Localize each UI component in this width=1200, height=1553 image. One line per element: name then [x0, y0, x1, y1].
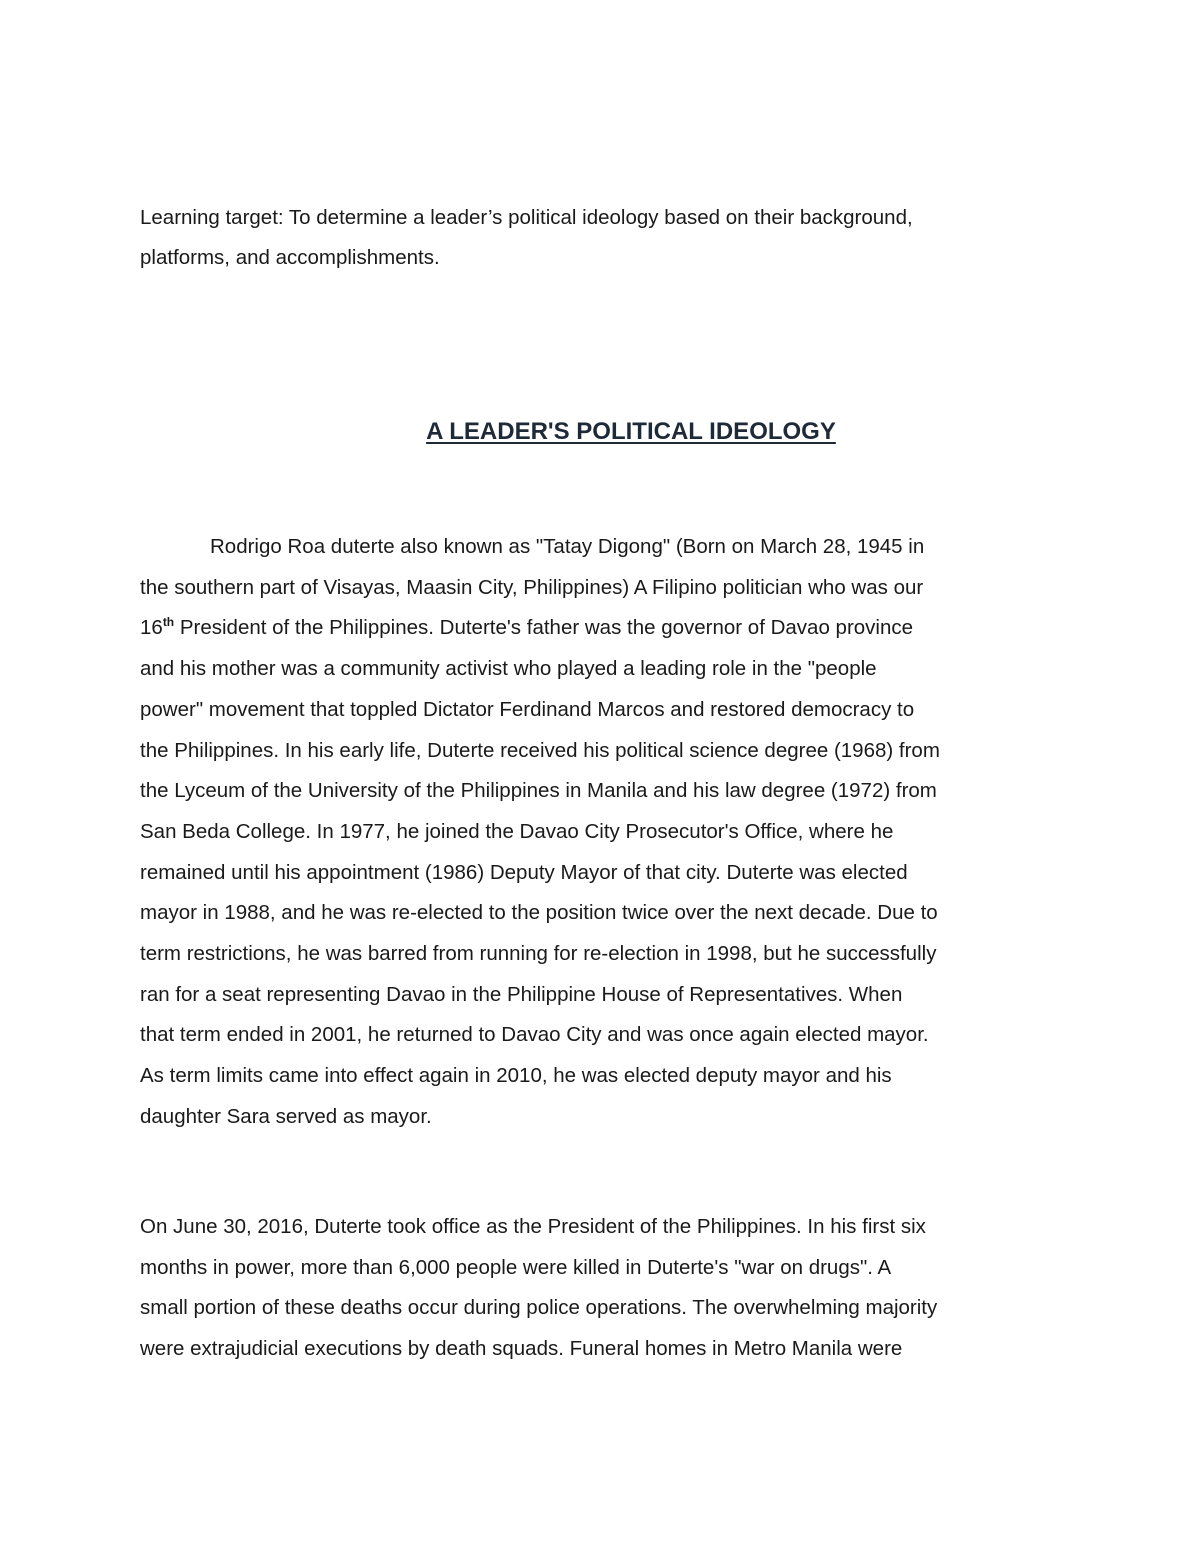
paragraph-line: and his mother was a community activist who played a leading role in the "people [140, 657, 877, 681]
paragraph-line: the Philippines. In his early life, Duterte received his political science degree (1968) from [140, 738, 940, 762]
learning-target-line: platforms, and accomplishments. [140, 246, 440, 269]
paragraph-line: ran for a seat representing Davao in the Philippine House of Representatives. When [140, 982, 903, 1006]
paragraph-line: mayor in 1988, and he was re-elected to the position twice over the next decade. Due to [140, 901, 938, 925]
learning-target-line: Learning target: To determine a leader’s political ideology based on their background, [140, 206, 913, 229]
paragraph-line: term restrictions, he was barred from running for re-election in 1998, but he successfully [140, 942, 937, 966]
paragraph-line: As term limits came into effect again in 2010, he was elected deputy mayor and his [140, 1064, 892, 1088]
paragraph-line [140, 527, 1070, 568]
paragraph-line: small portion of these deaths occur during police operations. The overwhelming majority [140, 1296, 938, 1320]
paragraph-line: San Beda College. In 1977, he joined the Davao City Prosecutor's Office, where he [140, 819, 894, 843]
paragraph-line: that term ended in 2001, he returned to Davao City and was once again elected mayor. [140, 1023, 929, 1047]
paragraph-presidency [140, 1207, 1070, 1370]
paragraph-line: were extrajudicial executions by death squads. Funeral homes in Metro Manila were [140, 1337, 903, 1361]
paragraph-line: On June 30, 2016, Duterte took office as the President of the Philippines. In his first six [140, 1215, 926, 1238]
paragraph-line [140, 608, 1070, 649]
paragraph-line-text: President of the Philippines. Duterte's father was the governor of Davao province [174, 616, 914, 640]
ordinal-suffix: th [162, 615, 175, 630]
paragraph-biography [140, 527, 1070, 1138]
paragraph-line: daughter Sara served as mayor. [140, 1104, 432, 1128]
paragraph-line-text: Rodrigo Roa duterte also known as "Tatay Digong" (Born on March 28, 1945 in [210, 535, 925, 558]
paragraph-line: months in power, more than 6,000 people were killed in Duterte's "war on drugs". A [140, 1255, 892, 1279]
paragraph-line: remained until his appointment (1986) Deputy Mayor of that city. Duterte was elected [140, 860, 908, 884]
learning-target [140, 198, 1070, 278]
paragraph-line: power" movement that toppled Dictator Ferdinand Marcos and restored democracy to [140, 697, 915, 721]
page-title: A LEADER'S POLITICAL IDEOLOGY [426, 418, 836, 445]
paragraph-line: the southern part of Visayas, Maasin City, Philippines) A Filipino politician who was our [140, 575, 924, 599]
paragraph-line: the Lyceum of the University of the Philippines in Manila and his law degree (1972) from [140, 779, 937, 803]
ordinal-number: 16 [140, 616, 163, 640]
